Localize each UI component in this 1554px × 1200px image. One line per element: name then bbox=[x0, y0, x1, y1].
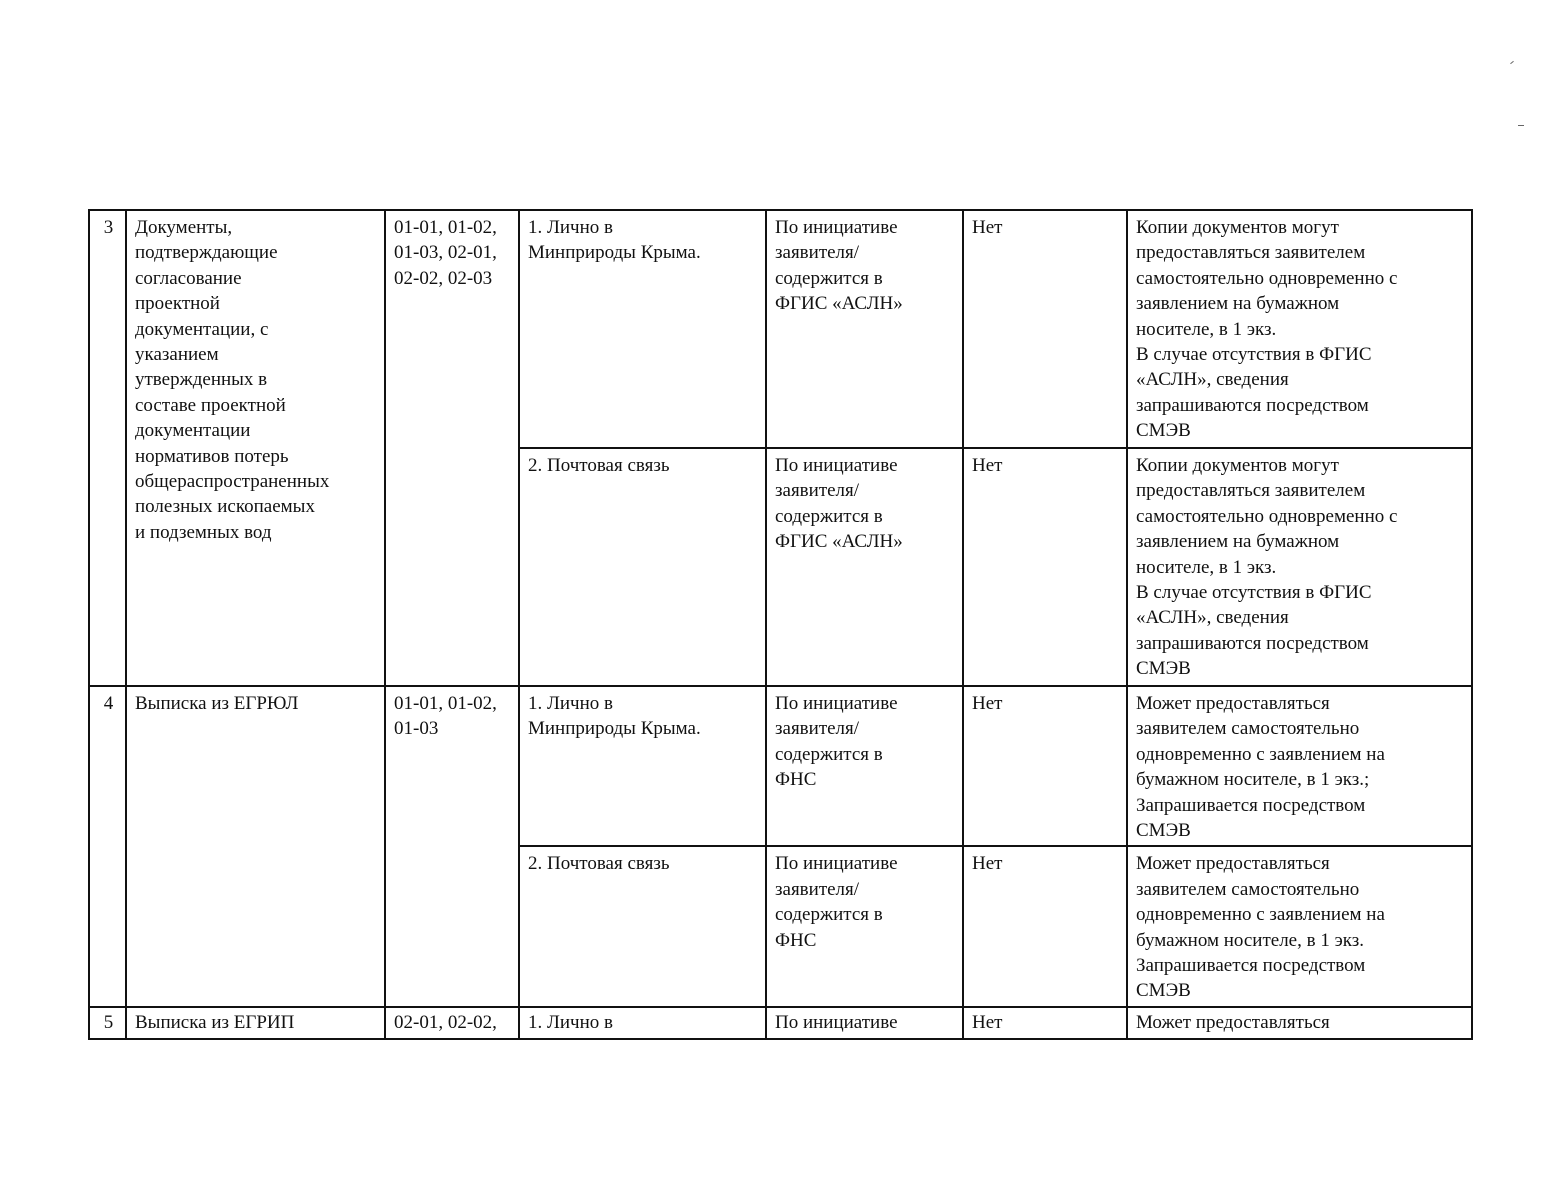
initiative-source: По инициативе заявителя/ содержится в ФГИС «АСЛН» bbox=[766, 448, 963, 686]
submission-method: 1. Лично в Минприроды Крыма. bbox=[519, 210, 766, 448]
document-name: Выписка из ЕГРИП bbox=[126, 1007, 385, 1039]
procedure-codes: 01-01, 01-02, 01-03, 02-01, 02-02, 02-03 bbox=[385, 210, 519, 686]
submission-method: 1. Лично в Минприроды Крыма. bbox=[519, 686, 766, 846]
requirements-table bbox=[88, 209, 1473, 1040]
document-name: Выписка из ЕГРЮЛ bbox=[126, 686, 385, 1007]
table-row bbox=[89, 686, 1472, 846]
initiative-source: По инициативе заявителя/ содержится в ФНС bbox=[766, 686, 963, 846]
requirement-value: Нет bbox=[963, 686, 1127, 846]
submission-method: 2. Почтовая связь bbox=[519, 846, 766, 1007]
table-row bbox=[89, 1007, 1472, 1039]
document-name: Документы, подтверждающие согласование проектной документации, с указанием утвержденных в составе проектной документации нормативов потерь общераспространенных полезных ископаемых и подземных вод bbox=[126, 210, 385, 686]
notes-cell: Может предоставляться заявителем самостоятельно одновременно с заявлением на бумажном носителе, в 1 экз.; Запрашивается посредством СМЭВ bbox=[1127, 686, 1472, 846]
requirement-value: Нет bbox=[963, 846, 1127, 1007]
scan-mark bbox=[1518, 125, 1524, 126]
requirement-value: Нет bbox=[963, 448, 1127, 686]
notes-cell: Может предоставляться bbox=[1127, 1007, 1472, 1039]
initiative-source: По инициативе заявителя/ содержится в ФНС bbox=[766, 846, 963, 1007]
procedure-codes: 01-01, 01-02, 01-03 bbox=[385, 686, 519, 1007]
submission-method: 2. Почтовая связь bbox=[519, 448, 766, 686]
procedure-codes: 02-01, 02-02, bbox=[385, 1007, 519, 1039]
requirement-value: Нет bbox=[963, 210, 1127, 448]
notes-cell: Копии документов могут предоставляться заявителем самостоятельно одновременно с заявлением на бумажном носителе, в 1 экз. В случае отсутствия в ФГИС «АСЛН», сведения запрашиваются посредством СМЭВ bbox=[1127, 210, 1472, 448]
notes-cell: Копии документов могут предоставляться заявителем самостоятельно одновременно с заявлением на бумажном носителе, в 1 экз. В случае отсутствия в ФГИС «АСЛН», сведения запрашиваются посредством СМЭВ bbox=[1127, 448, 1472, 686]
requirement-value: Нет bbox=[963, 1007, 1127, 1039]
initiative-source: По инициативе заявителя/ содержится в ФГИС «АСЛН» bbox=[766, 210, 963, 448]
row-number: 5 bbox=[89, 1007, 126, 1039]
scan-mark bbox=[1510, 61, 1514, 64]
initiative-source: По инициативе bbox=[766, 1007, 963, 1039]
table-row bbox=[89, 210, 1472, 448]
submission-method: 1. Лично в bbox=[519, 1007, 766, 1039]
notes-cell: Может предоставляться заявителем самостоятельно одновременно с заявлением на бумажном носителе, в 1 экз. Запрашивается посредством СМЭВ bbox=[1127, 846, 1472, 1007]
row-number: 4 bbox=[89, 686, 126, 1007]
row-number: 3 bbox=[89, 210, 126, 686]
